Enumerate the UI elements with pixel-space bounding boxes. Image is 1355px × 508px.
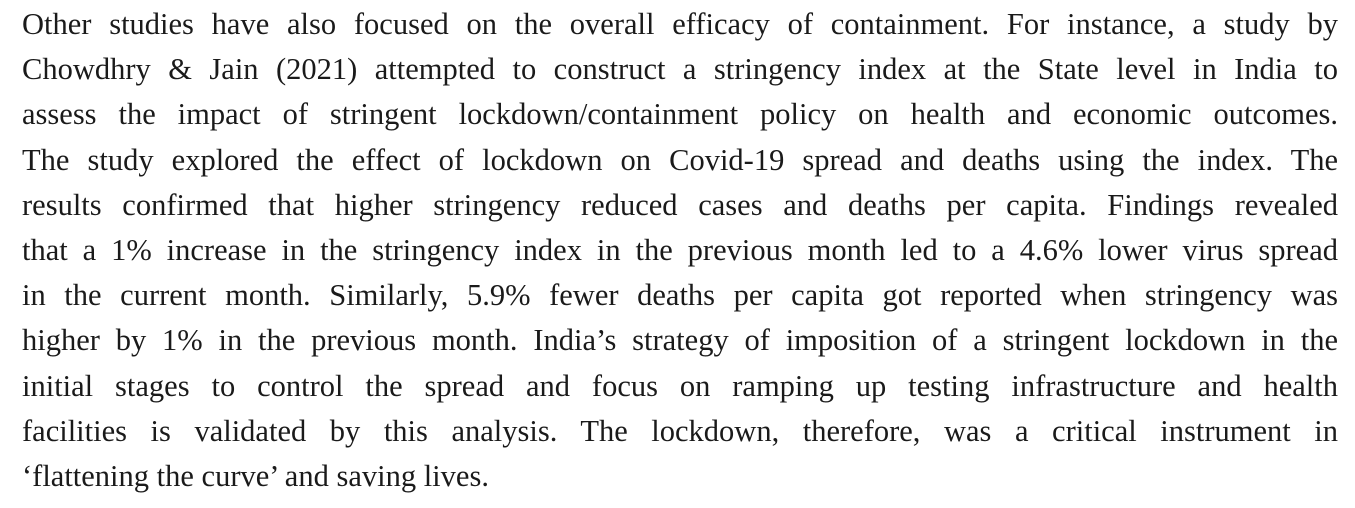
paragraph-line-1: Other studies have also focused on the overall efficacy of containment. For instance, a study by	[22, 7, 1338, 41]
paragraph-line-2: Chowdhry & Jain (2021) attempted to construct a stringency index at the State level in India to	[22, 52, 1338, 87]
paragraph-line-8: higher by 1% in the previous month. India’s strategy of imposition of a stringent lockdown in the	[22, 323, 1338, 358]
paragraph-line-11: ‘flattening the curve’ and saving lives.	[22, 458, 489, 493]
paragraph-line-4: The study explored the effect of lockdown on Covid-19 spread and deaths using the index. The	[22, 142, 1338, 177]
paragraph-line-3: assess the impact of stringent lockdown/containment policy on health and economic outcomes.	[22, 97, 1338, 132]
paragraph-line-10: facilities is validated by this analysis. The lockdown, therefore, was a critical instrument in	[22, 413, 1338, 448]
paragraph	[22, 2, 1338, 499]
document-body	[22, 2, 1338, 499]
paragraph-line-7: in the current month. Similarly, 5.9% fewer deaths per capita got reported when stringency was	[22, 278, 1338, 313]
paragraph-line-5: results confirmed that higher stringency reduced cases and deaths per capita. Findings revealed	[22, 187, 1338, 222]
paragraph-line-9: initial stages to control the spread and focus on ramping up testing infrastructure and health	[22, 368, 1338, 403]
paragraph-line-6: that a 1% increase in the stringency index in the previous month led to a 4.6% lower virus spread	[22, 232, 1338, 267]
